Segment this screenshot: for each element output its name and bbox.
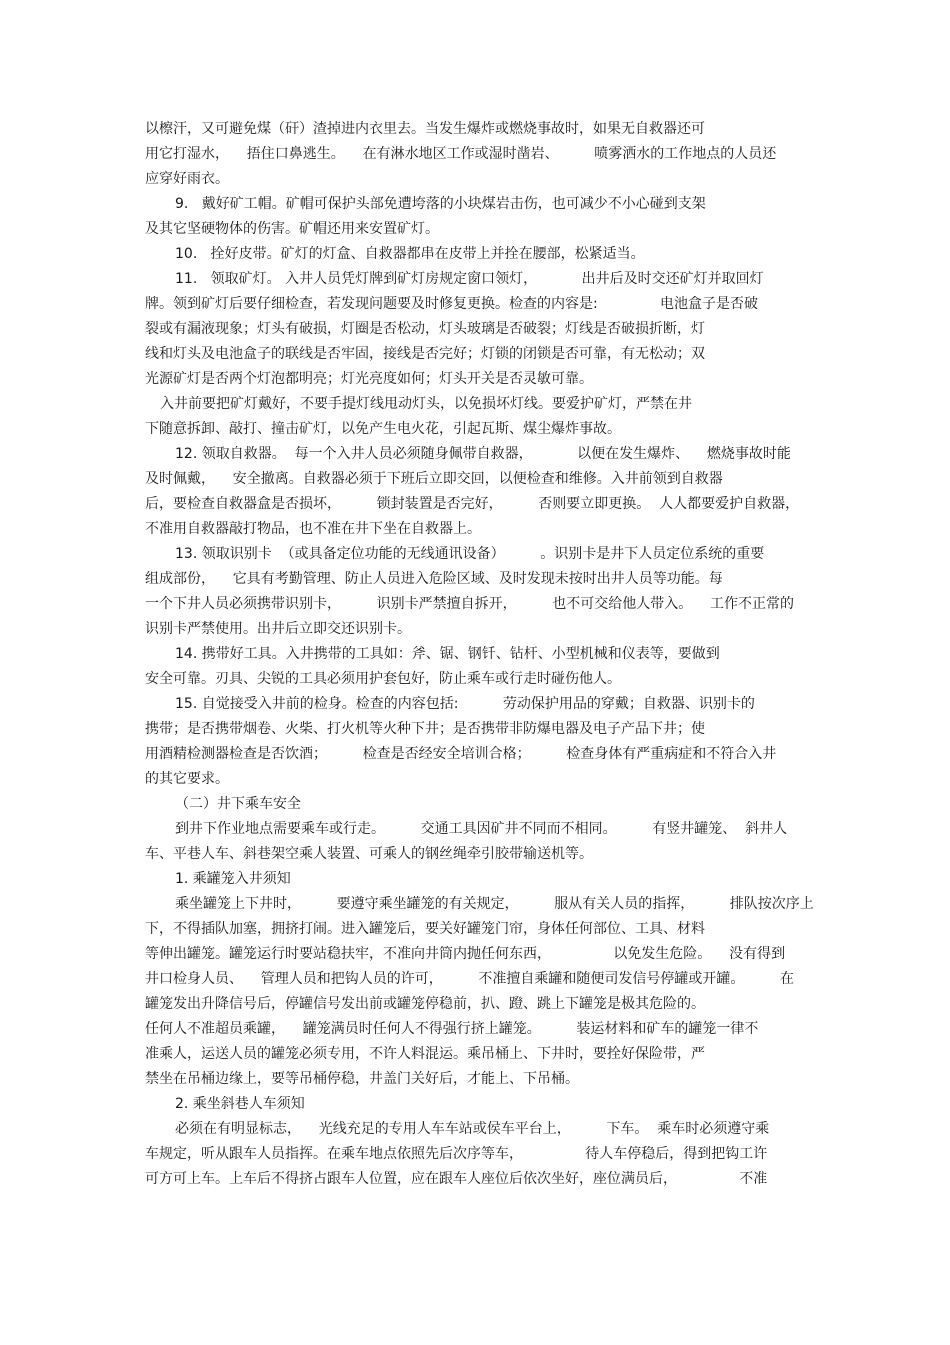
- text-line: 13. 领取识别卡 （或具备定位功能的无线通讯设备） 。识别卡是井下人员定位系统的重要: [175, 546, 765, 562]
- text-line: 1. 乘罐笼入井须知: [175, 871, 291, 887]
- text-line: 牌。领到矿灯后要仔细检查，若发现问题要及时修复更换。检查的内容是: 电池盒子是否破: [145, 296, 759, 312]
- text-line: 必须在有明显标志， 光线充足的专用人车车站或侯车平台上， 下车。 乘车时必须遵守乘: [175, 1121, 770, 1137]
- text-line: 用酒精检测器检查是否饮酒； 检查是否经安全培训合格； 检查身体有严重病症和不符合入井: [145, 746, 777, 762]
- text-line: 识别卡严禁使用。出井后立即交还识别卡。: [145, 621, 411, 637]
- text-line: 禁坐在吊桶边缘上，要等吊桶停稳，井盖门关好后，才能上、下吊桶。: [145, 1071, 579, 1087]
- text-line: 组成部份， 它具有考勤管理、防止人员进入危险区域、及时发现未按时出井人员等功能。每: [145, 571, 723, 587]
- text-line: 入井前要把矿灯戴好，不要手提灯线甩动灯头，以免损坏灯线。要爱护矿灯，严禁在井: [160, 396, 692, 412]
- text-line: 等伸出罐笼。罐笼运行时要站稳扶牢，不准向井筒内抛任何东西， 以免发生危险。 没有得到: [145, 946, 786, 962]
- text-line: 可方可上车。上车后不得挤占跟车人位置，应在跟车人座位后依次坐好，座位满员后， 不准: [145, 1171, 768, 1187]
- text-line: 乘坐罐笼上下井时， 要遵守乘坐罐笼的有关规定， 服从有关人员的指挥， 排队按次序上: [175, 896, 814, 912]
- text-line: 及其它坚硬物体的伤害。矿帽还用来安置矿灯。: [145, 221, 439, 237]
- text-line: 一个下井人员必须携带识别卡， 识别卡严禁擅自拆开， 也不可交给他人带入。 工作不正常的: [145, 596, 795, 612]
- text-line: 9. 戴好矿工帽。矿帽可保护头部免遭垮落的小块煤岩击伤，也可减少不小心碰到支架: [175, 196, 706, 212]
- text-line: 15. 自觉接受入井前的检身。检查的内容包括: 劳动保护用品的穿戴；自救器、识别卡的: [175, 696, 755, 712]
- text-line: 罐笼发出升降信号后，停罐信号发出前或罐笼停稳前，扒、蹬、跳上下罐笼是极其危险的。: [145, 996, 705, 1012]
- text-line: 以檫汗，又可避免煤（矸）渣掉进内衣里去。当发生爆炸或燃烧事故时，如果无自救器还可: [145, 121, 705, 137]
- text-line: 下，不得插队加塞，拥挤打闹。进入罐笼后，要关好罐笼门帘，身体任何部位、工具、材料: [145, 921, 705, 937]
- text-line: 10. 拴好皮带。矿灯的灯盒、自救器都串在皮带上并拴在腰部，松紧适当。: [175, 246, 645, 262]
- text-line: 安全可靠。刃具、尖锐的工具必须用护套包好，防止乘车或行走时碰伤他人。: [145, 671, 621, 687]
- text-line: 车、平巷人车、斜巷架空乘人装置、可乘人的钢丝绳牵引胶带输送机等。: [145, 846, 593, 862]
- text-line: 2. 乘坐斜巷人车须知: [175, 1096, 305, 1112]
- text-line: 14. 携带好工具。入井携带的工具如：斧、锯、钢钎、钻杆、小型机械和仪表等，要做到: [175, 646, 720, 662]
- text-line: 后，要检查自救器盒是否损坏， 锁封装置是否完好， 否则要立即更换。 人人都要爱护自救器，: [145, 496, 800, 512]
- text-line: （二）井下乘车安全: [175, 796, 301, 812]
- text-line: 下随意拆卸、敲打、撞击矿灯，以免产生电火花，引起瓦斯、煤尘爆炸事故。: [145, 421, 621, 437]
- text-line: 应穿好雨衣。: [145, 171, 229, 187]
- text-line: 12. 领取自救器。 每一个入井人员必须随身佩带自救器， 以便在发生爆炸、 燃烧事故时能: [175, 446, 791, 462]
- text-line: 任何人不准超员乘罐， 罐笼满员时任何人不得强行挤上罐笼。 装运材料和矿车的罐笼一律不: [145, 1021, 759, 1037]
- text-line: 携带；是否携带烟卷、火柴、打火机等火种下井；是否携带非防爆电器及电子产品下井；使: [145, 721, 705, 737]
- text-line: 井口检身人员、 管理人员和把钩人员的许可， 不准擅自乘罐和随便司发信号停罐或开罐。 在: [145, 971, 795, 987]
- text-line: 的其它要求。: [145, 771, 229, 787]
- text-line: 裂或有漏液现象；灯头有破损，灯圈是否松动，灯头玻璃是否破裂；灯线是否破损折断，灯: [145, 321, 705, 337]
- text-line: 准乘人，运送人员的罐笼必须专用，不许人料混运。乘吊桶上、下井时，要拴好保险带，严: [145, 1046, 705, 1062]
- text-line: 不准用自救器敲打物品，也不准在井下坐在自救器上。: [145, 521, 481, 537]
- text-line: 11. 领取矿灯。 入井人员凭灯牌到矿灯房规定窗口领灯， 出井后及时交还矿灯并取回灯: [175, 271, 764, 287]
- text-line: 用它打湿水， 捂住口鼻逃生。 在有淋水地区工作或湿时凿岩、 喷雾洒水的工作地点的人员还: [145, 146, 777, 162]
- text-line: 线和灯头及电池盒子的联线是否牢固，接线是否完好；灯锁的闭锁是否可靠，有无松动；双: [145, 346, 705, 362]
- text-line: 光源矿灯是否两个灯泡都明亮；灯光亮度如何；灯头开关是否灵敏可靠。: [145, 371, 593, 387]
- text-line: 及时佩戴， 安全撤离。自救器必须于下班后立即交回，以便检查和维修。入井前领到自救器: [145, 471, 723, 487]
- text-line: 到井下作业地点需要乘车或行走。 交通工具因矿井不同而不相同。 有竖井罐笼、 斜井人: [175, 821, 788, 837]
- text-line: 车规定，听从跟车人员指挥。在乘车地点依照先后次序等车， 待人车停稳后，得到把钩工许: [145, 1146, 768, 1162]
- document-body: [0, 117, 950, 1192]
